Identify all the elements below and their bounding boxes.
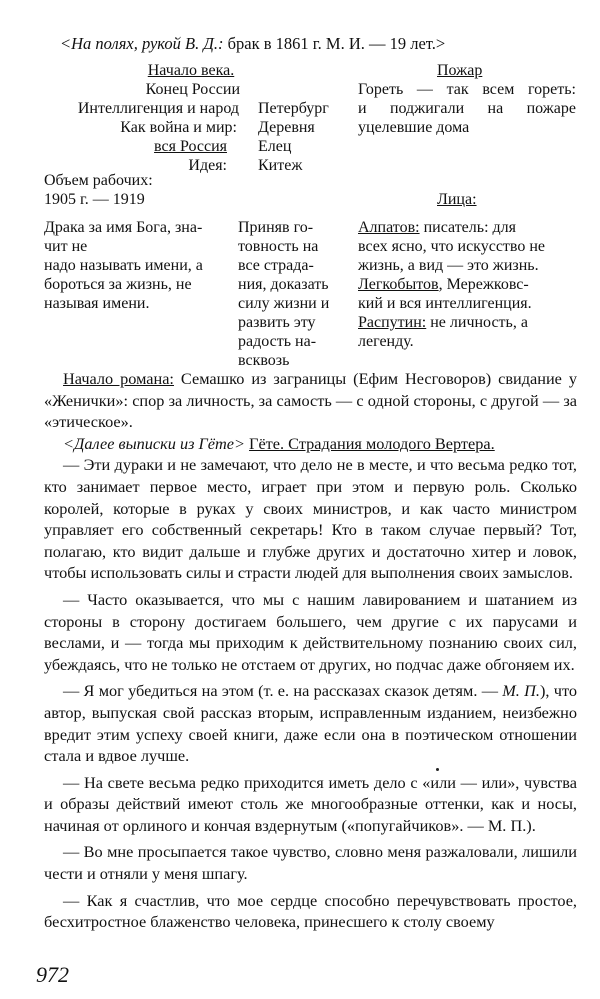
block-right-line-6: Распутин: не личность, а — [358, 314, 528, 331]
block-mid-line-1: Приняв го- — [238, 219, 314, 236]
block-right-line-4: Легкобытов, Мережковс- — [358, 276, 529, 293]
block-mid-line-7: радость на- — [238, 333, 317, 350]
col-mid-line-1: Петербург — [258, 100, 329, 117]
paragraph-4: — На свете весьма редко приходится иметь дело с «или — или», чувства и образы действий имеют столь же многообразные оттенки, как и носы, начиная от орлиного и кончая вздернутым («попугайчиков». — М. П.). — [44, 772, 577, 835]
workers-label: Объем рабочих: — [44, 172, 153, 189]
goethe-heading: <Далее выписки из Гёте> Гёте. Страдания молодого Вертера. — [63, 433, 495, 453]
block-left-line-4: бороться за жизнь, не — [44, 276, 192, 293]
block-mid-line-6: развить эту — [238, 314, 316, 331]
block-right-line-2: всех ясно, что искусство не — [358, 238, 546, 255]
block-mid-line-4: ния, доказать — [238, 276, 329, 293]
paragraph-5: — Во мне просыпается такое чувство, словно меня разжаловали, лишили чести и отняли у меня шпагу. — [44, 842, 577, 884]
page-number: 972 — [36, 962, 69, 987]
paragraph-2: — Часто оказывается, что мы с нашим лавированием и шатанием из стороны в сторону достигаем большего, чем другие с их парусами и веслами, и — тогда мы приходим к действительному познанию своих сил, убеждаясь, что не только не отстаем от других, но подчас даже обгоняем их. — [44, 589, 577, 674]
col-right-line-2: и поджигали на пожаре — [358, 100, 576, 117]
block-mid-line-3: все страда- — [238, 257, 314, 274]
margin-note — [60, 34, 445, 53]
rasputin-name: Распутин: — [358, 314, 427, 331]
block-right-line-3: жизнь, а вид — это жизнь. — [358, 257, 539, 274]
block-left-line-2: чит не — [44, 238, 88, 255]
col-right-line-3: уцелевшие дома — [358, 119, 470, 136]
col-left-line-1: Конец России — [145, 81, 240, 98]
paragraph-1: — Эти дураки и не замечают, что дело не в месте, и что весьма редко тот, кто занимает первое место, играет при этом и первую роль. Сколько королей, которые в руках у своих министров, и как часто министром управляет его собственный секретарь! Кто в таком случае первый? Тот, полагаю, кто видит дальше и глубже других и достаточно хитер и ловок, чтобы использовать силы и страсти людей для выполнения своих замыслов. — [44, 455, 577, 583]
block-mid-line-5: силу жизни и — [238, 295, 330, 312]
col-left-title: Начало века. — [147, 62, 235, 79]
paragraph-3: — Я мог убедиться на этом (т. е. на рассказах сказок детям. — М. П.), что автор, выпуская свой рассказ вторым, исправленным изданием, неизбежно вредит этим успеху своей книги, даже если она в поэтическом отношении стала и вдвое лучше. — [44, 681, 577, 766]
block-right-line-7: легенду. — [358, 333, 414, 350]
block-mid-line-2: товность на — [238, 238, 319, 255]
novel-start-label: Начало романа: — [63, 369, 174, 388]
col-right-title: Пожар — [437, 62, 483, 79]
col-left-idea: Идея: — [188, 157, 227, 174]
col-left-line-3: Как война и мир: — [120, 119, 237, 136]
col-left-underlined: вся Россия — [154, 138, 227, 155]
alpatov-name: Алпатов: — [358, 219, 420, 236]
block-mid-line-8: всквозь — [238, 352, 290, 369]
faces-title: Лица: — [437, 191, 477, 208]
novel-start-paragraph: Начало романа: Семашко из заграницы (Ефим Несговоров) свидание у «Женички»: спор за личность, за самость — с одной стороны, с другой — за «этическое». — [44, 369, 578, 432]
block-left-line-1: Драка за имя Бога, зна- — [44, 219, 203, 236]
goethe-title: Гёте. Страдания молодого Вертера. — [249, 433, 495, 453]
col-mid-line-4: Китеж — [258, 157, 303, 174]
paragraph-6: — Как я счастлив, что мое сердце способно перечувствовать простое, бесхитростное блаженство человека, принесшего к столу своему — [44, 890, 577, 932]
block-left-line-5: называя имени. — [44, 295, 150, 312]
block-left-line-3: надо называть имени, а — [44, 257, 203, 274]
col-right-line-1: Гореть — так всем гореть: — [358, 81, 576, 98]
margin-note-rest: брак в 1861 г. М. И. — 19 лет.> — [223, 34, 446, 53]
col-left-line-2: Интеллигенция и народ — [77, 100, 239, 117]
ink-dot — [436, 768, 439, 771]
body-text — [44, 368, 577, 933]
col-mid-line-2: Деревня — [258, 119, 315, 136]
margin-note-italic: <На полях, рукой В. Д.: — [60, 34, 224, 53]
col-mid-line-3: Елец — [258, 138, 292, 155]
block-right-line-1: Алпатов: писатель: для — [358, 219, 516, 236]
workers-years: 1905 г. — 1919 — [44, 191, 145, 208]
legkobytov-name: Легкобытов — [358, 276, 439, 293]
block-right-line-5: кий и вся интеллигенция. — [358, 295, 532, 312]
